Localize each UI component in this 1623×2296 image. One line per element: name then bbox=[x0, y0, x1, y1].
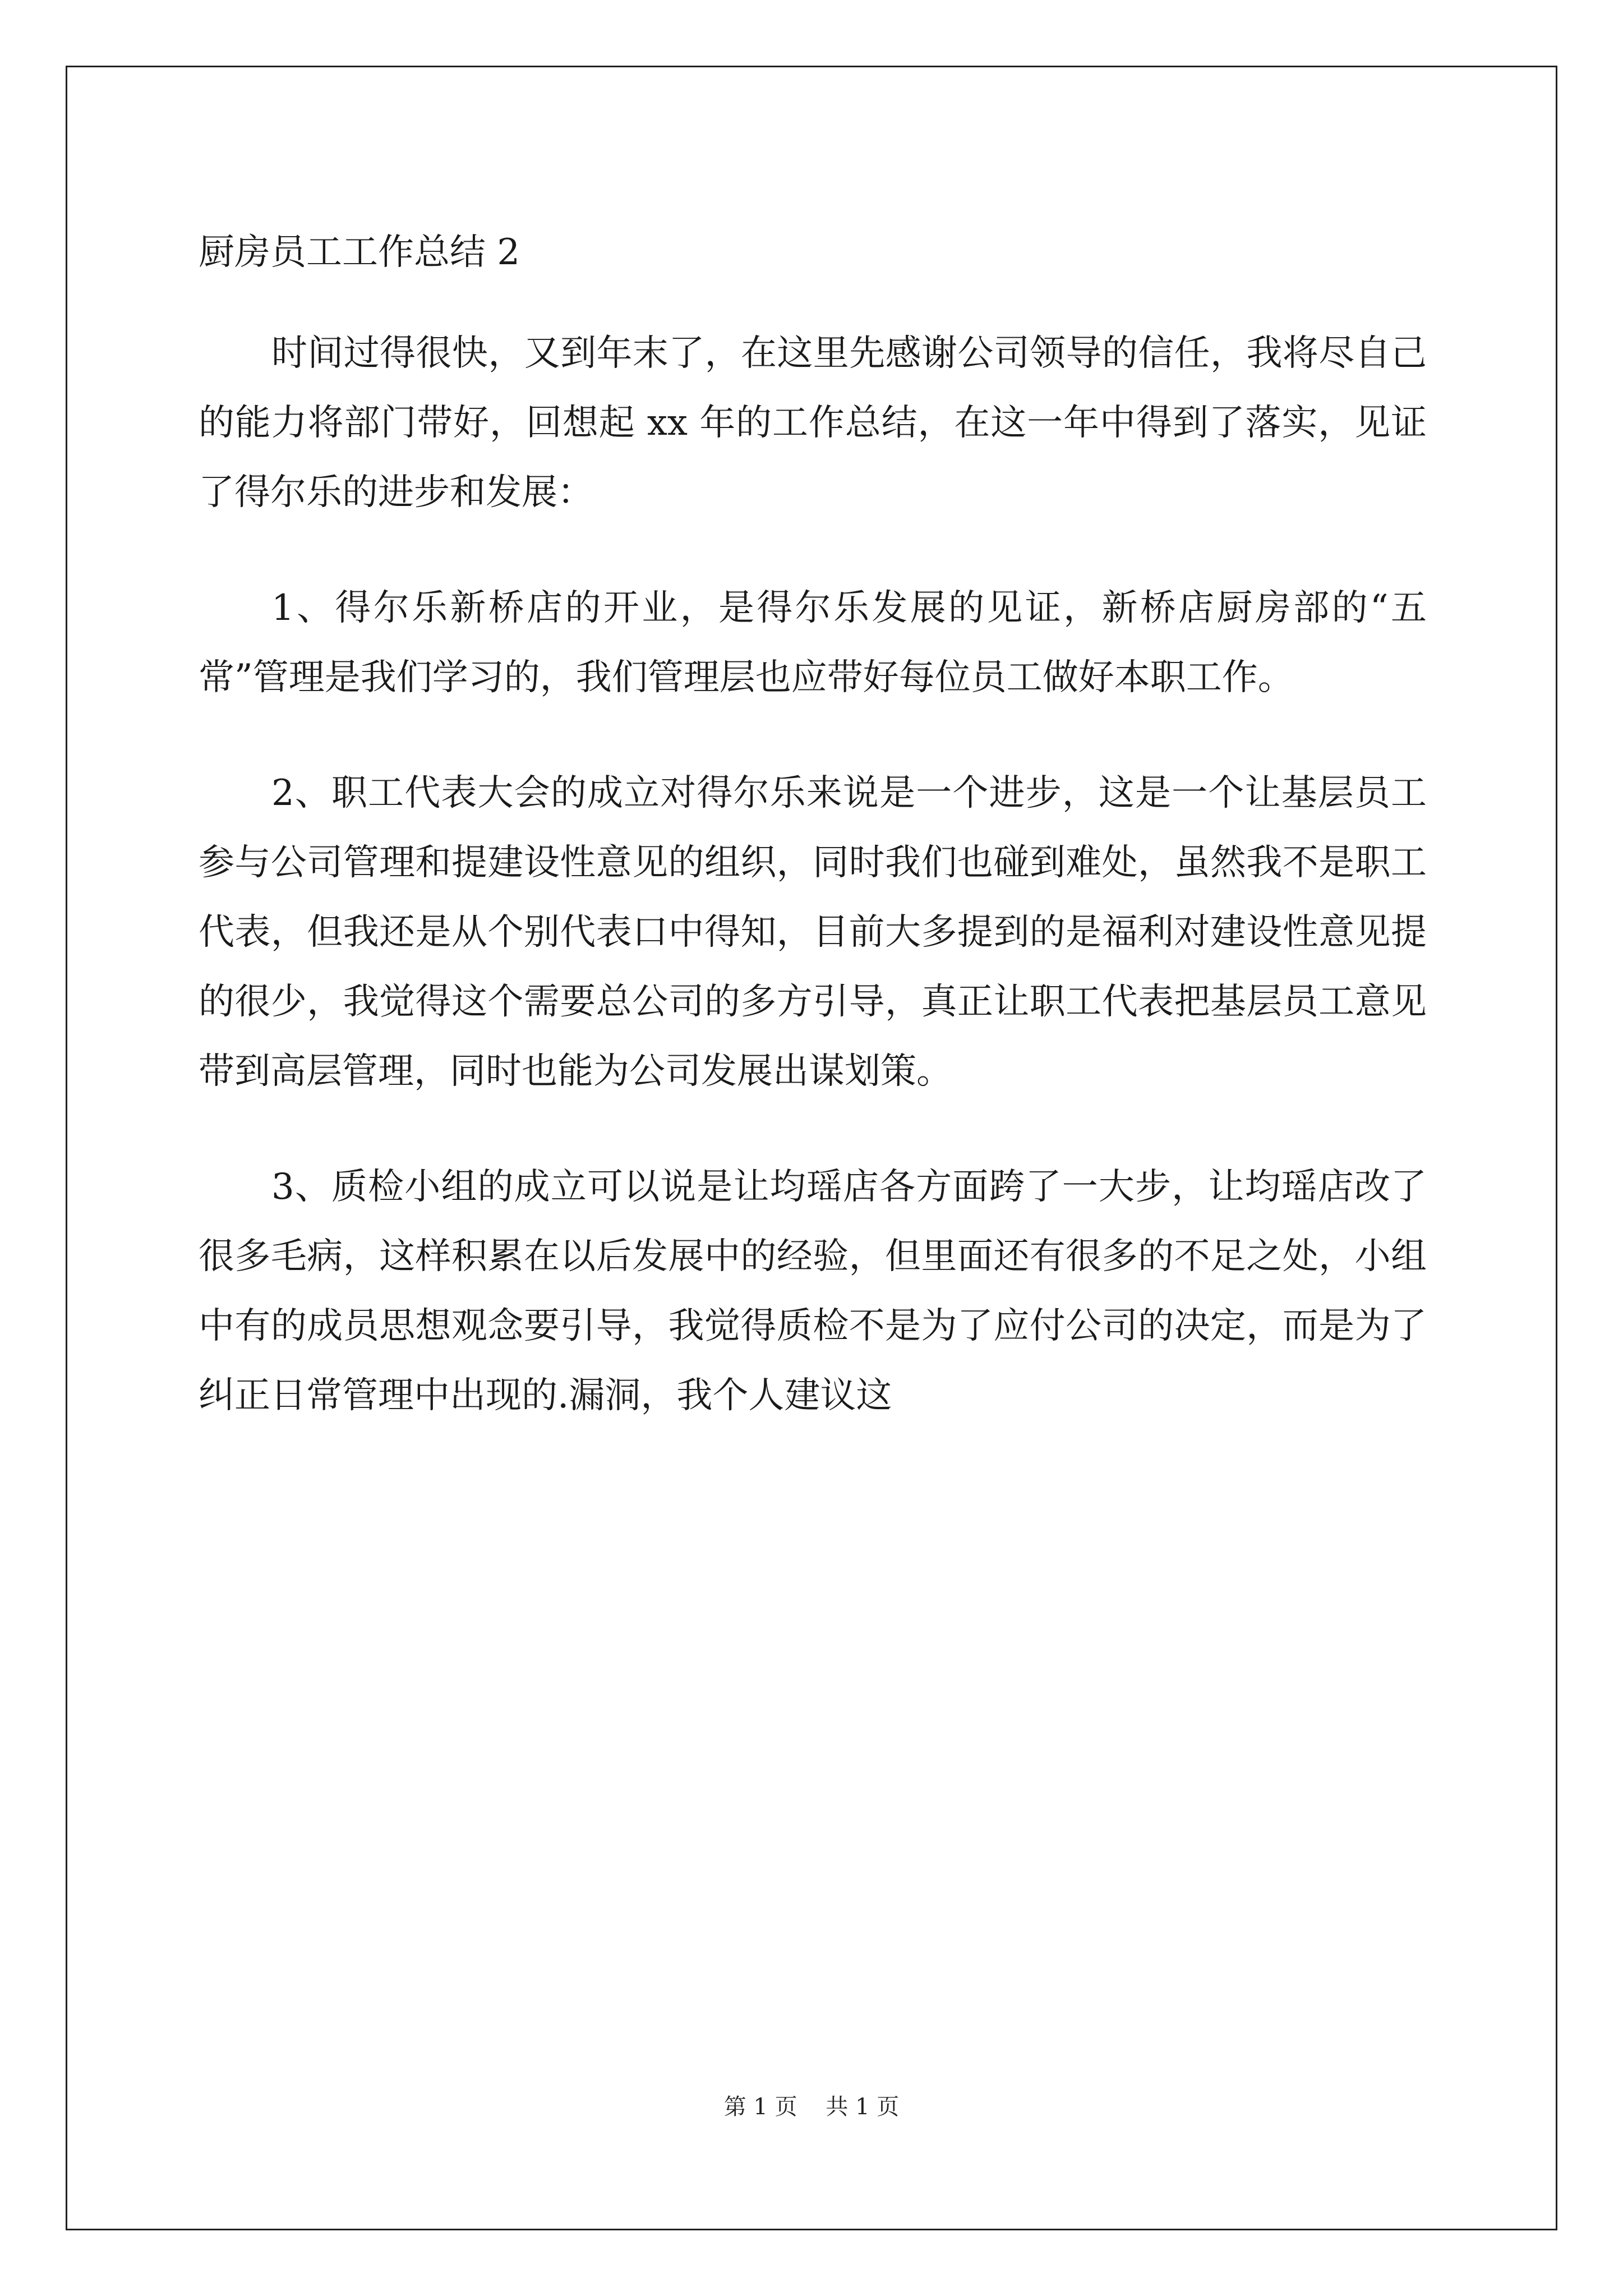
paragraph-item-2: 2、职工代表大会的成立对得尔乐来说是一个进步，这是一个让基层员工参与公司管理和提建设性意见的组织，同时我们也碰到难处，虽然我不是职工代表，但我还是从个别代表口中得知，目前大多提到的是福利对建设性意见提的很少，我觉得这个需要总公司的多方引导，真正让职工代表把基层员工意见带到高层管理，同时也能为公司发展出谋划策。 bbox=[199, 772, 1427, 1092]
page-footer: 第 1 页 共 1 页 bbox=[723, 2094, 900, 2120]
paragraph-item-3: 3、质检小组的成立可以说是让均瑶店各方面跨了一大步，让均瑶店改了很多毛病，这样积累在以后发展中的经验，但里面还有很多的不足之处，小组中有的成员思想观念要引导，我觉得质检不是为了应付公司的决定，而是为了纠正日常管理中出现的.漏洞，我个人建议这 bbox=[199, 1166, 1427, 1416]
paragraph-spacer bbox=[199, 1106, 1427, 1152]
paragraph-spacer bbox=[199, 712, 1427, 758]
paragraph-intro: 时间过得很快，又到年末了，在这里先感谢公司领导的信任，我将尽自己的能力将部门带好，回想起 xx 年的工作总结，在这一年中得到了落实，见证了得尔乐的进步和发展： bbox=[199, 333, 1427, 513]
paragraph-spacer bbox=[199, 527, 1427, 573]
title-spacer bbox=[199, 282, 1427, 319]
paragraph-item-1: 1、得尔乐新桥店的开业，是得尔乐发展的见证，新桥店厨房部的“五常”管理是我们学习的，我们管理层也应带好每位员工做好本职工作。 bbox=[199, 587, 1427, 698]
document-title: 厨房员工工作总结 2 bbox=[199, 232, 520, 273]
document-body bbox=[199, 223, 1427, 1430]
